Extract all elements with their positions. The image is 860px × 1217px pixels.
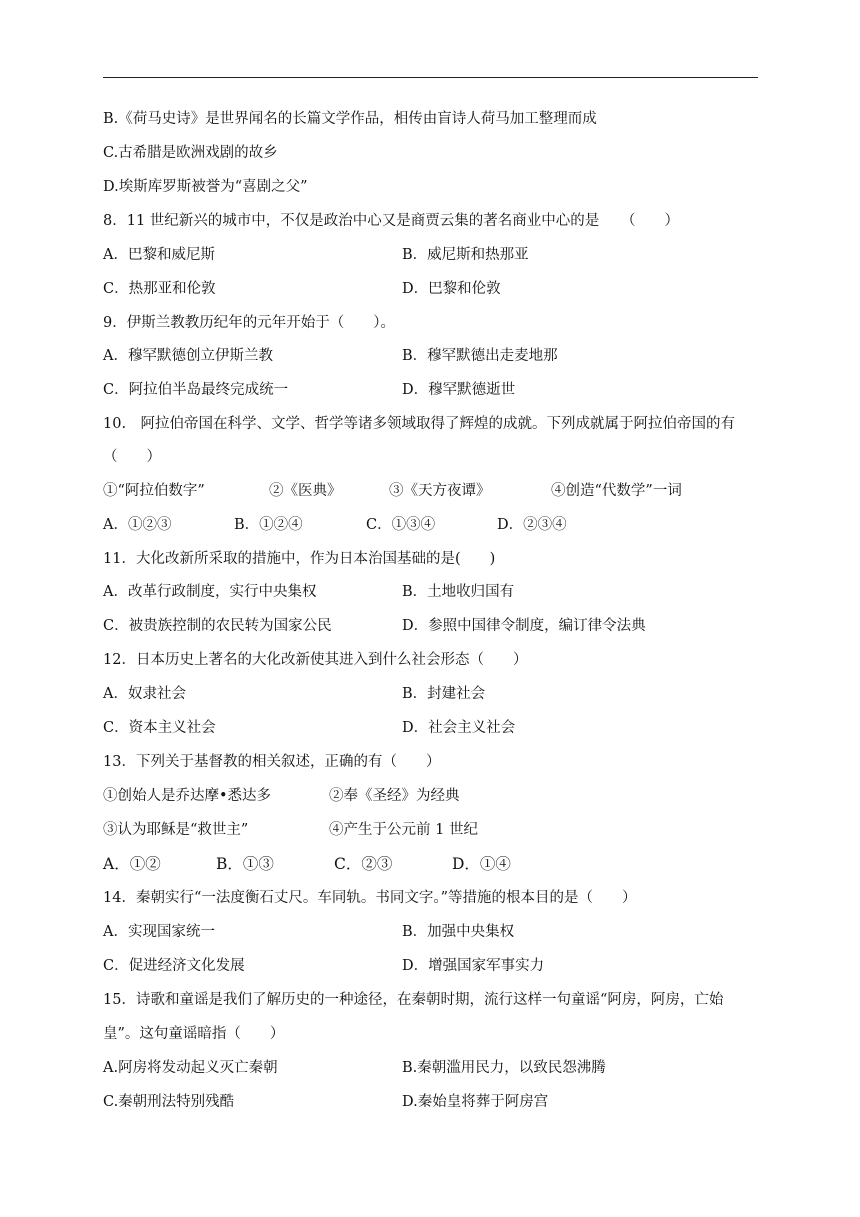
- q9-option-c: C．阿拉伯半岛最终完成统一: [103, 382, 289, 398]
- q10-option-a: A．①②③: [103, 517, 172, 533]
- q7-option-b: B.《荷马史诗》是世界闻名的长篇文学作品，相传由盲诗人荷马加工整理而成: [103, 111, 597, 127]
- q14-option-a: A．实现国家统一: [103, 924, 215, 940]
- q10-option-b: B．①②④: [234, 517, 303, 533]
- q12-option-d: D．社会主义社会: [402, 720, 516, 736]
- q11-option-a: A．改革行政制度，实行中央集权: [103, 584, 317, 600]
- q10-stem: 10. 阿拉伯帝国在科学、文学、哲学等诸多领域取得了辉煌的成就。下列成就属于阿拉伯帝国的有: [103, 416, 736, 432]
- q15-option-b: B.秦朝滥用民力，以致民怨沸腾: [402, 1060, 606, 1076]
- q9-option-a: A．穆罕默德创立伊斯兰教: [103, 348, 273, 364]
- q8-option-b: B．威尼斯和热那亚: [402, 247, 529, 263]
- q14-option-d: D．增强国家军事实力: [402, 958, 545, 974]
- q11-option-d: D．参照中国律令制度，编订律令法典: [402, 618, 646, 634]
- q15-option-c: C.秦朝刑法特别残酷: [103, 1094, 235, 1110]
- q9-stem: 9．伊斯兰教教历纪年的元年开始于（ ）。: [103, 315, 395, 331]
- q10-item-1: ①“阿拉伯数字”: [103, 483, 205, 499]
- q14-stem: 14．秦朝实行“一法度衡石丈尺。车同轨。书同文字。”等措施的根本目的是（ ）: [103, 890, 637, 906]
- q11-option-c: C．被贵族控制的农民转为国家公民: [103, 618, 332, 634]
- q8-option-a: A．巴黎和威尼斯: [103, 247, 215, 263]
- q12-option-b: B．封建社会: [402, 686, 486, 702]
- q12-stem: 12．日本历史上著名的大化改新使其进入到什么社会形态（ ）: [103, 652, 528, 668]
- q14-option-c: C．促进经济文化发展: [103, 958, 245, 974]
- q14-option-b: B．加强中央集权: [402, 924, 515, 940]
- header-rule: [103, 77, 758, 78]
- q13-option-a: A．①②: [103, 855, 161, 873]
- q13-option-c: C．②③: [334, 855, 393, 873]
- q13-item-1: ①创始人是乔达摩•悉达多: [103, 788, 272, 804]
- q10-option-c: C．①③④: [366, 517, 436, 533]
- q13-item-2: ②奉《圣经》为经典: [329, 788, 460, 804]
- q11-stem: 11．大化改新所采取的措施中，作为日本治国基础的是( ): [103, 551, 496, 567]
- q10-option-d: D．②③④: [497, 517, 567, 533]
- q13-stem: 13．下列关于基督教的相关叙述，正确的有（ ）: [103, 754, 441, 770]
- q10-item-2: ②《医典》: [269, 483, 342, 499]
- q10-item-3: ③《天方夜谭》: [389, 483, 491, 499]
- q13-option-d: D．①④: [452, 855, 511, 873]
- q12-option-a: A．奴隶社会: [103, 686, 186, 702]
- q12-option-c: C．资本主义社会: [103, 720, 216, 736]
- q15-stem-cont: 皇”。这句童谣暗指（ ）: [103, 1026, 285, 1042]
- q9-option-b: B．穆罕默德出走麦地那: [402, 348, 558, 364]
- q13-item-3: ③认为耶稣是“救世主”: [103, 822, 249, 838]
- q7-option-d: D.埃斯库罗斯被誉为“喜剧之父”: [103, 179, 308, 195]
- q15-option-a: A.阿房将发动起义灭亡秦朝: [103, 1060, 278, 1076]
- q11-option-b: B．土地收归国有: [402, 584, 515, 600]
- q13-item-4: ④产生于公元前 1 世纪: [329, 822, 478, 838]
- q7-option-c: C.古希腊是欧洲戏剧的故乡: [103, 145, 278, 161]
- q8-option-c: C．热那亚和伦敦: [103, 281, 216, 297]
- q15-stem: 15．诗歌和童谣是我们了解历史的一种途径，在秦朝时期，流行这样一句童谣“阿房，阿房，亡始: [103, 992, 724, 1008]
- q9-option-d: D．穆罕默德逝世: [402, 382, 516, 398]
- q15-option-d: D.秦始皇将葬于阿房宫: [402, 1094, 549, 1110]
- q10-stem-cont: （ ）: [103, 449, 161, 465]
- q8-stem: 8．11 世纪新兴的城市中，不仅是政治中心又是商贾云集的著名商业中心的是 （ ）: [103, 213, 680, 229]
- q8-option-d: D．巴黎和伦敦: [402, 281, 501, 297]
- q13-option-b: B．①③: [216, 855, 274, 873]
- q10-item-4: ④创造“代数学”一词: [551, 483, 682, 499]
